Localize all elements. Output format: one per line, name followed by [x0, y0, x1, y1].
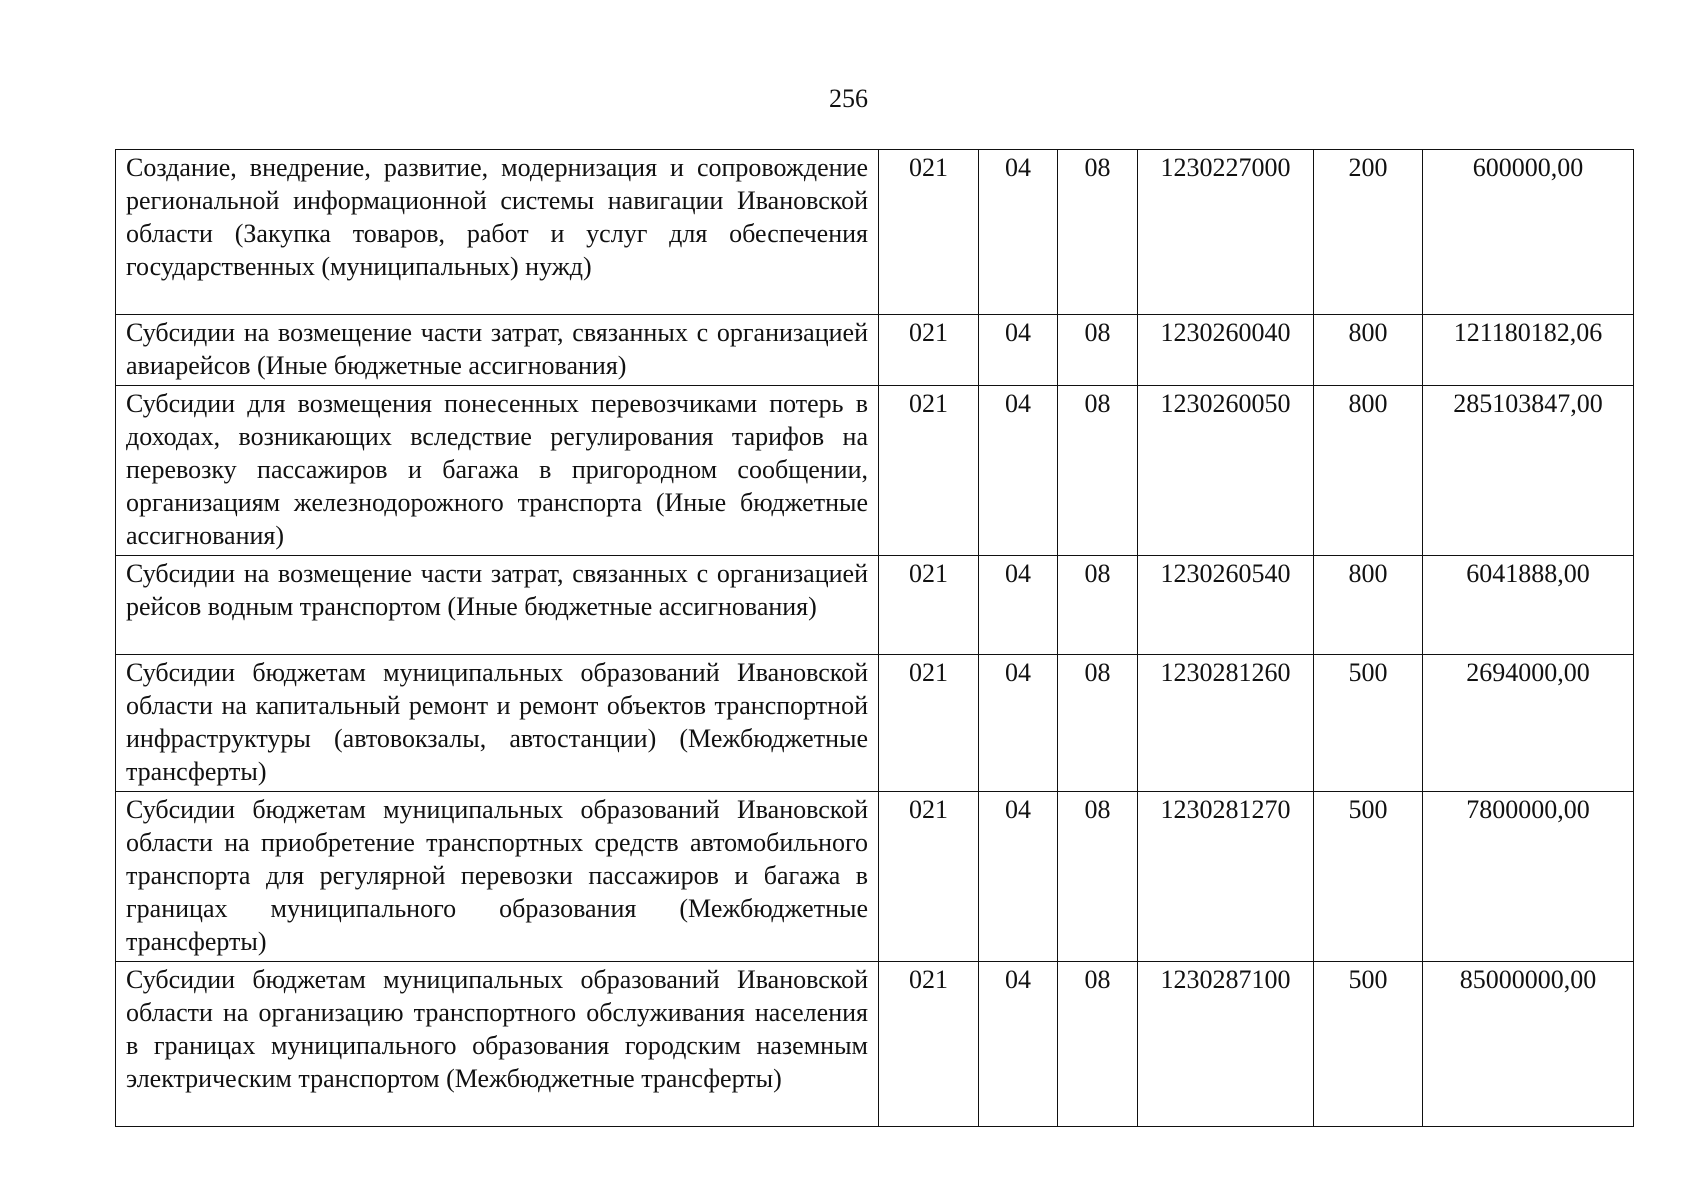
subsection-code: 08: [1058, 315, 1138, 386]
table-row: [116, 792, 1634, 962]
table-row: [116, 150, 1634, 315]
amount-value: 600000,00: [1423, 150, 1634, 315]
table-row: [116, 962, 1634, 1127]
subsection-code: 08: [1058, 150, 1138, 315]
page-number: 256: [829, 84, 868, 113]
expense-description: Субсидии бюджетам муниципальных образований Ивановской области на приобретение транспортных средств автомобильного транспорта для регулярной перевозки пассажиров и багажа в границах муниципального образования (Межбюджетные трансферты): [116, 792, 879, 962]
expense-type-code: 500: [1314, 792, 1423, 962]
expense-description: Субсидии бюджетам муниципальных образований Ивановской области на организацию транспортного обслуживания населения в границах муниципального образования городским наземным электрическим транспортом (Межбюджетные трансферты): [116, 962, 879, 1127]
table-row: [116, 315, 1634, 386]
section-code: 04: [979, 315, 1058, 386]
amount-value: 121180182,06: [1423, 315, 1634, 386]
section-code: 04: [979, 792, 1058, 962]
target-article-code: 1230260040: [1138, 315, 1314, 386]
ministry-code: 021: [879, 556, 979, 655]
expense-description: Субсидии бюджетам муниципальных образований Ивановской области на капитальный ремонт и ремонт объектов транспортной инфраструктуры (автовокзалы, автостанции) (Межбюджетные трансферты): [116, 655, 879, 792]
ministry-code: 021: [879, 655, 979, 792]
table-row: [116, 556, 1634, 655]
section-code: 04: [979, 386, 1058, 556]
expense-description: Субсидии на возмещение части затрат, связанных с организацией рейсов водным транспортом (Иные бюджетные ассигнования): [116, 556, 879, 655]
expense-type-code: 500: [1314, 655, 1423, 792]
table-row: [116, 386, 1634, 556]
section-code: 04: [979, 962, 1058, 1127]
expense-description: Субсидии для возмещения понесенных перевозчиками потерь в доходах, возникающих вследствие регулирования тарифов на перевозку пассажиров и багажа в пригородном сообщении, организациям железнодорожного транспорта (Иные бюджетные ассигнования): [116, 386, 879, 556]
ministry-code: 021: [879, 386, 979, 556]
target-article-code: 1230260540: [1138, 556, 1314, 655]
target-article-code: 1230227000: [1138, 150, 1314, 315]
expense-type-code: 200: [1314, 150, 1423, 315]
expense-description: Субсидии на возмещение части затрат, связанных с организацией авиарейсов (Иные бюджетные ассигнования): [116, 315, 879, 386]
target-article-code: 1230287100: [1138, 962, 1314, 1127]
expense-type-code: 800: [1314, 315, 1423, 386]
expense-type-code: 500: [1314, 962, 1423, 1127]
amount-value: 6041888,00: [1423, 556, 1634, 655]
section-code: 04: [979, 150, 1058, 315]
ministry-code: 021: [879, 962, 979, 1127]
ministry-code: 021: [879, 150, 979, 315]
amount-value: 85000000,00: [1423, 962, 1634, 1127]
table-row: [116, 655, 1634, 792]
expense-type-code: 800: [1314, 386, 1423, 556]
ministry-code: 021: [879, 315, 979, 386]
amount-value: 285103847,00: [1423, 386, 1634, 556]
amount-value: 7800000,00: [1423, 792, 1634, 962]
budget-table: [115, 149, 1634, 1127]
subsection-code: 08: [1058, 556, 1138, 655]
expense-description: Создание, внедрение, развитие, модернизация и сопровождение региональной информационной системы навигации Ивановской области (Закупка товаров, работ и услуг для обеспечения государственных (муниципальных) нужд): [116, 150, 879, 315]
target-article-code: 1230281270: [1138, 792, 1314, 962]
ministry-code: 021: [879, 792, 979, 962]
subsection-code: 08: [1058, 792, 1138, 962]
subsection-code: 08: [1058, 386, 1138, 556]
target-article-code: 1230260050: [1138, 386, 1314, 556]
subsection-code: 08: [1058, 962, 1138, 1127]
section-code: 04: [979, 556, 1058, 655]
section-code: 04: [979, 655, 1058, 792]
subsection-code: 08: [1058, 655, 1138, 792]
expense-type-code: 800: [1314, 556, 1423, 655]
amount-value: 2694000,00: [1423, 655, 1634, 792]
target-article-code: 1230281260: [1138, 655, 1314, 792]
